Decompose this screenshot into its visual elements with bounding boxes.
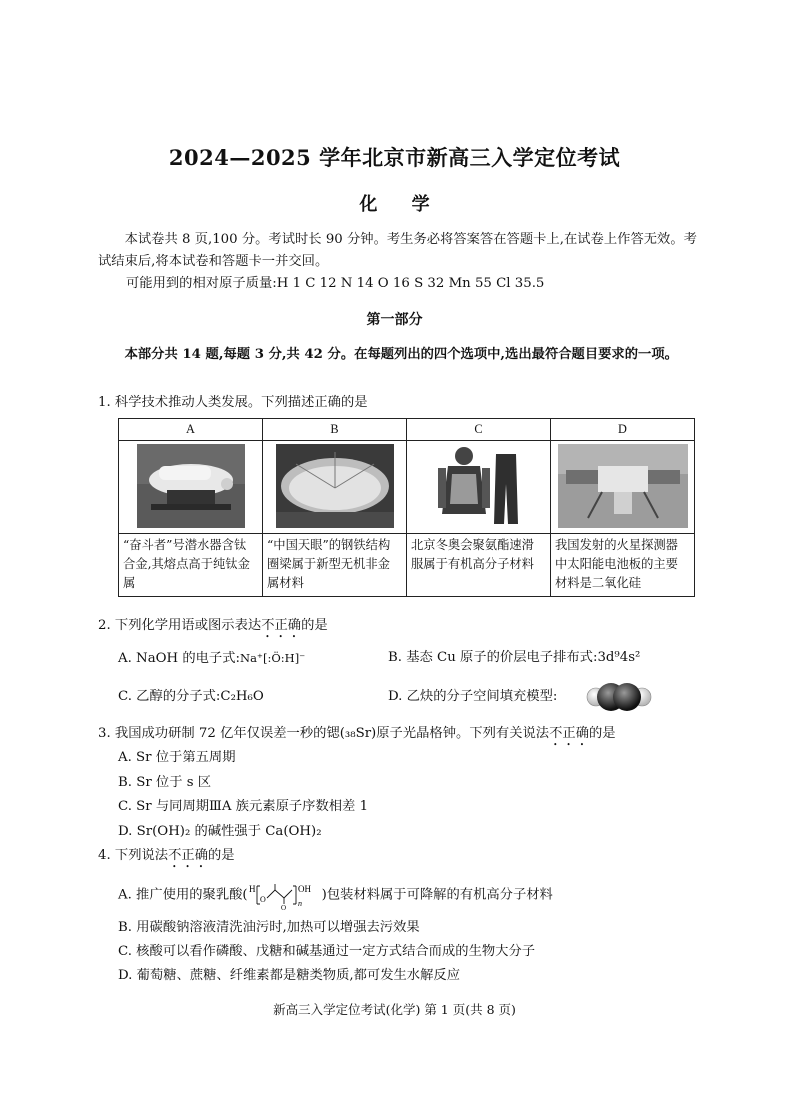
q4-stem-emphasis: 不正确 <box>168 848 208 863</box>
q1-header-c: C <box>407 419 551 441</box>
q1-stem: 1. 科学技术推动人类发展。下列描述正确的是 <box>98 395 368 410</box>
svg-text:OH: OH <box>297 884 311 894</box>
q3-stem-pre: 3. 我国成功研制 72 亿年仅误差一秒的锶(₃₈Sr)原子光晶格钟。下列有关说法 <box>98 726 550 741</box>
q2-stem <box>98 616 328 641</box>
mars-lander-photo <box>558 444 688 528</box>
submersible-photo <box>137 444 245 528</box>
subject-title: 化 学 <box>359 194 430 215</box>
q3-option-d: D. Sr(OH)₂ 的碱性强于 Ca(OH)₂ <box>118 824 322 839</box>
svg-text:O: O <box>259 895 266 904</box>
q1-table <box>118 418 695 597</box>
svg-text:n: n <box>297 899 302 908</box>
q1-header-b: B <box>263 419 407 441</box>
q2-option-d <box>388 687 557 707</box>
q4-option-b: B. 用碳酸钠溶液清洗油污时,加热可以增强去污效果 <box>118 920 420 935</box>
skating-suit-photo <box>434 444 524 528</box>
part-instructions: 本部分共 14 题,每题 3 分,共 42 分。在每题列出的四个选项中,选出最符合题目要求的一项。 <box>124 347 678 362</box>
q2-stem-emphasis: 不正确 <box>261 618 302 633</box>
exam-intro: 本试卷共 8 页,100 分。考试时长 90 分钟。考生务必将答案答在答题卡上,在试卷上作答无效。考试结束后,将本试卷和答题卡一并交回。 <box>98 232 697 269</box>
q4-stem <box>98 846 235 871</box>
q1-cell-b: “中国天眼”的钢铁结构圈梁属于新型无机非金属材料 <box>263 534 407 597</box>
q4-option-a-pre: A. 推广使用的聚乳酸( <box>118 887 248 903</box>
svg-text:O: O <box>280 904 286 910</box>
q2-stem-pre: 2. 下列化学用语或图示表达 <box>98 618 262 633</box>
q1-header-d: D <box>551 419 695 441</box>
q3-stem <box>98 724 616 749</box>
q3-stem-emphasis: 不正确 <box>549 726 589 741</box>
q2-option-d-text: D. 乙炔的分子空间填充模型: <box>388 689 558 704</box>
q4-stem-pre: 4. 下列说法 <box>98 848 169 863</box>
q2-option-a-text: A. NaOH 的电子式: <box>118 651 241 666</box>
q3-option-b: B. Sr 位于 s 区 <box>118 775 212 790</box>
svg-text:H: H <box>248 884 256 894</box>
q4-option-c: C. 核酸可以看作磷酸、戊糖和碱基通过一定方式结合而成的生物大分子 <box>118 944 536 959</box>
atomic-mass-line: 可能用到的相对原子质量:H 1 C 12 N 14 O 16 S 32 Mn 55 Cl 35.5 <box>126 276 545 291</box>
q2-option-c: C. 乙醇的分子式:C₂H₆O <box>118 689 264 704</box>
polylactic-acid-structure-icon <box>248 880 322 910</box>
q1-cell-a: “奋斗者”号潜水器含钛合金,其熔点高于纯钛金属 <box>119 534 263 597</box>
q1-image-cell-a <box>119 441 263 534</box>
q1-header-a: A <box>119 419 263 441</box>
q3-option-a: A. Sr 位于第五周期 <box>118 750 236 765</box>
exam-title: 2024—2025 学年北京市新高三入学定位考试 <box>168 145 621 170</box>
naoh-electron-formula: Na⁺[:Ö:H]⁻ <box>240 651 306 665</box>
q4-stem-post: 的是 <box>208 848 235 863</box>
q2-stem-post: 的是 <box>301 618 328 633</box>
q3-stem-post: 的是 <box>589 726 616 741</box>
q4-option-a-post: )包装材料属于可降解的有机高分子材料 <box>321 887 553 903</box>
q1-image-cell-c <box>407 441 551 534</box>
q1-cell-d: 我国发射的火星探测器中太阳能电池板的主要材料是二氧化硅 <box>551 534 695 597</box>
acetylene-space-filling-model-icon <box>586 680 652 714</box>
q4-option-d: D. 葡萄糖、蔗糖、纤维素都是糖类物质,都可发生水解反应 <box>118 968 460 983</box>
q3-option-c: C. Sr 与同周期ⅢA 族元素原子序数相差 1 <box>118 799 369 814</box>
page-footer: 新高三入学定位考试(化学) 第 1 页(共 8 页) <box>273 1002 516 1017</box>
fast-telescope-photo <box>276 444 394 528</box>
q4-option-a <box>118 880 553 910</box>
q2-option-a <box>118 648 305 669</box>
part-title: 第一部分 <box>366 312 423 328</box>
q1-cell-c: 北京冬奥会聚氨酯速滑服属于有机高分子材料 <box>407 534 551 597</box>
q1-image-cell-b <box>263 441 407 534</box>
q1-image-cell-d <box>551 441 695 534</box>
q2-option-b: B. 基态 Cu 原子的价层电子排布式:3d⁹4s² <box>388 650 641 665</box>
